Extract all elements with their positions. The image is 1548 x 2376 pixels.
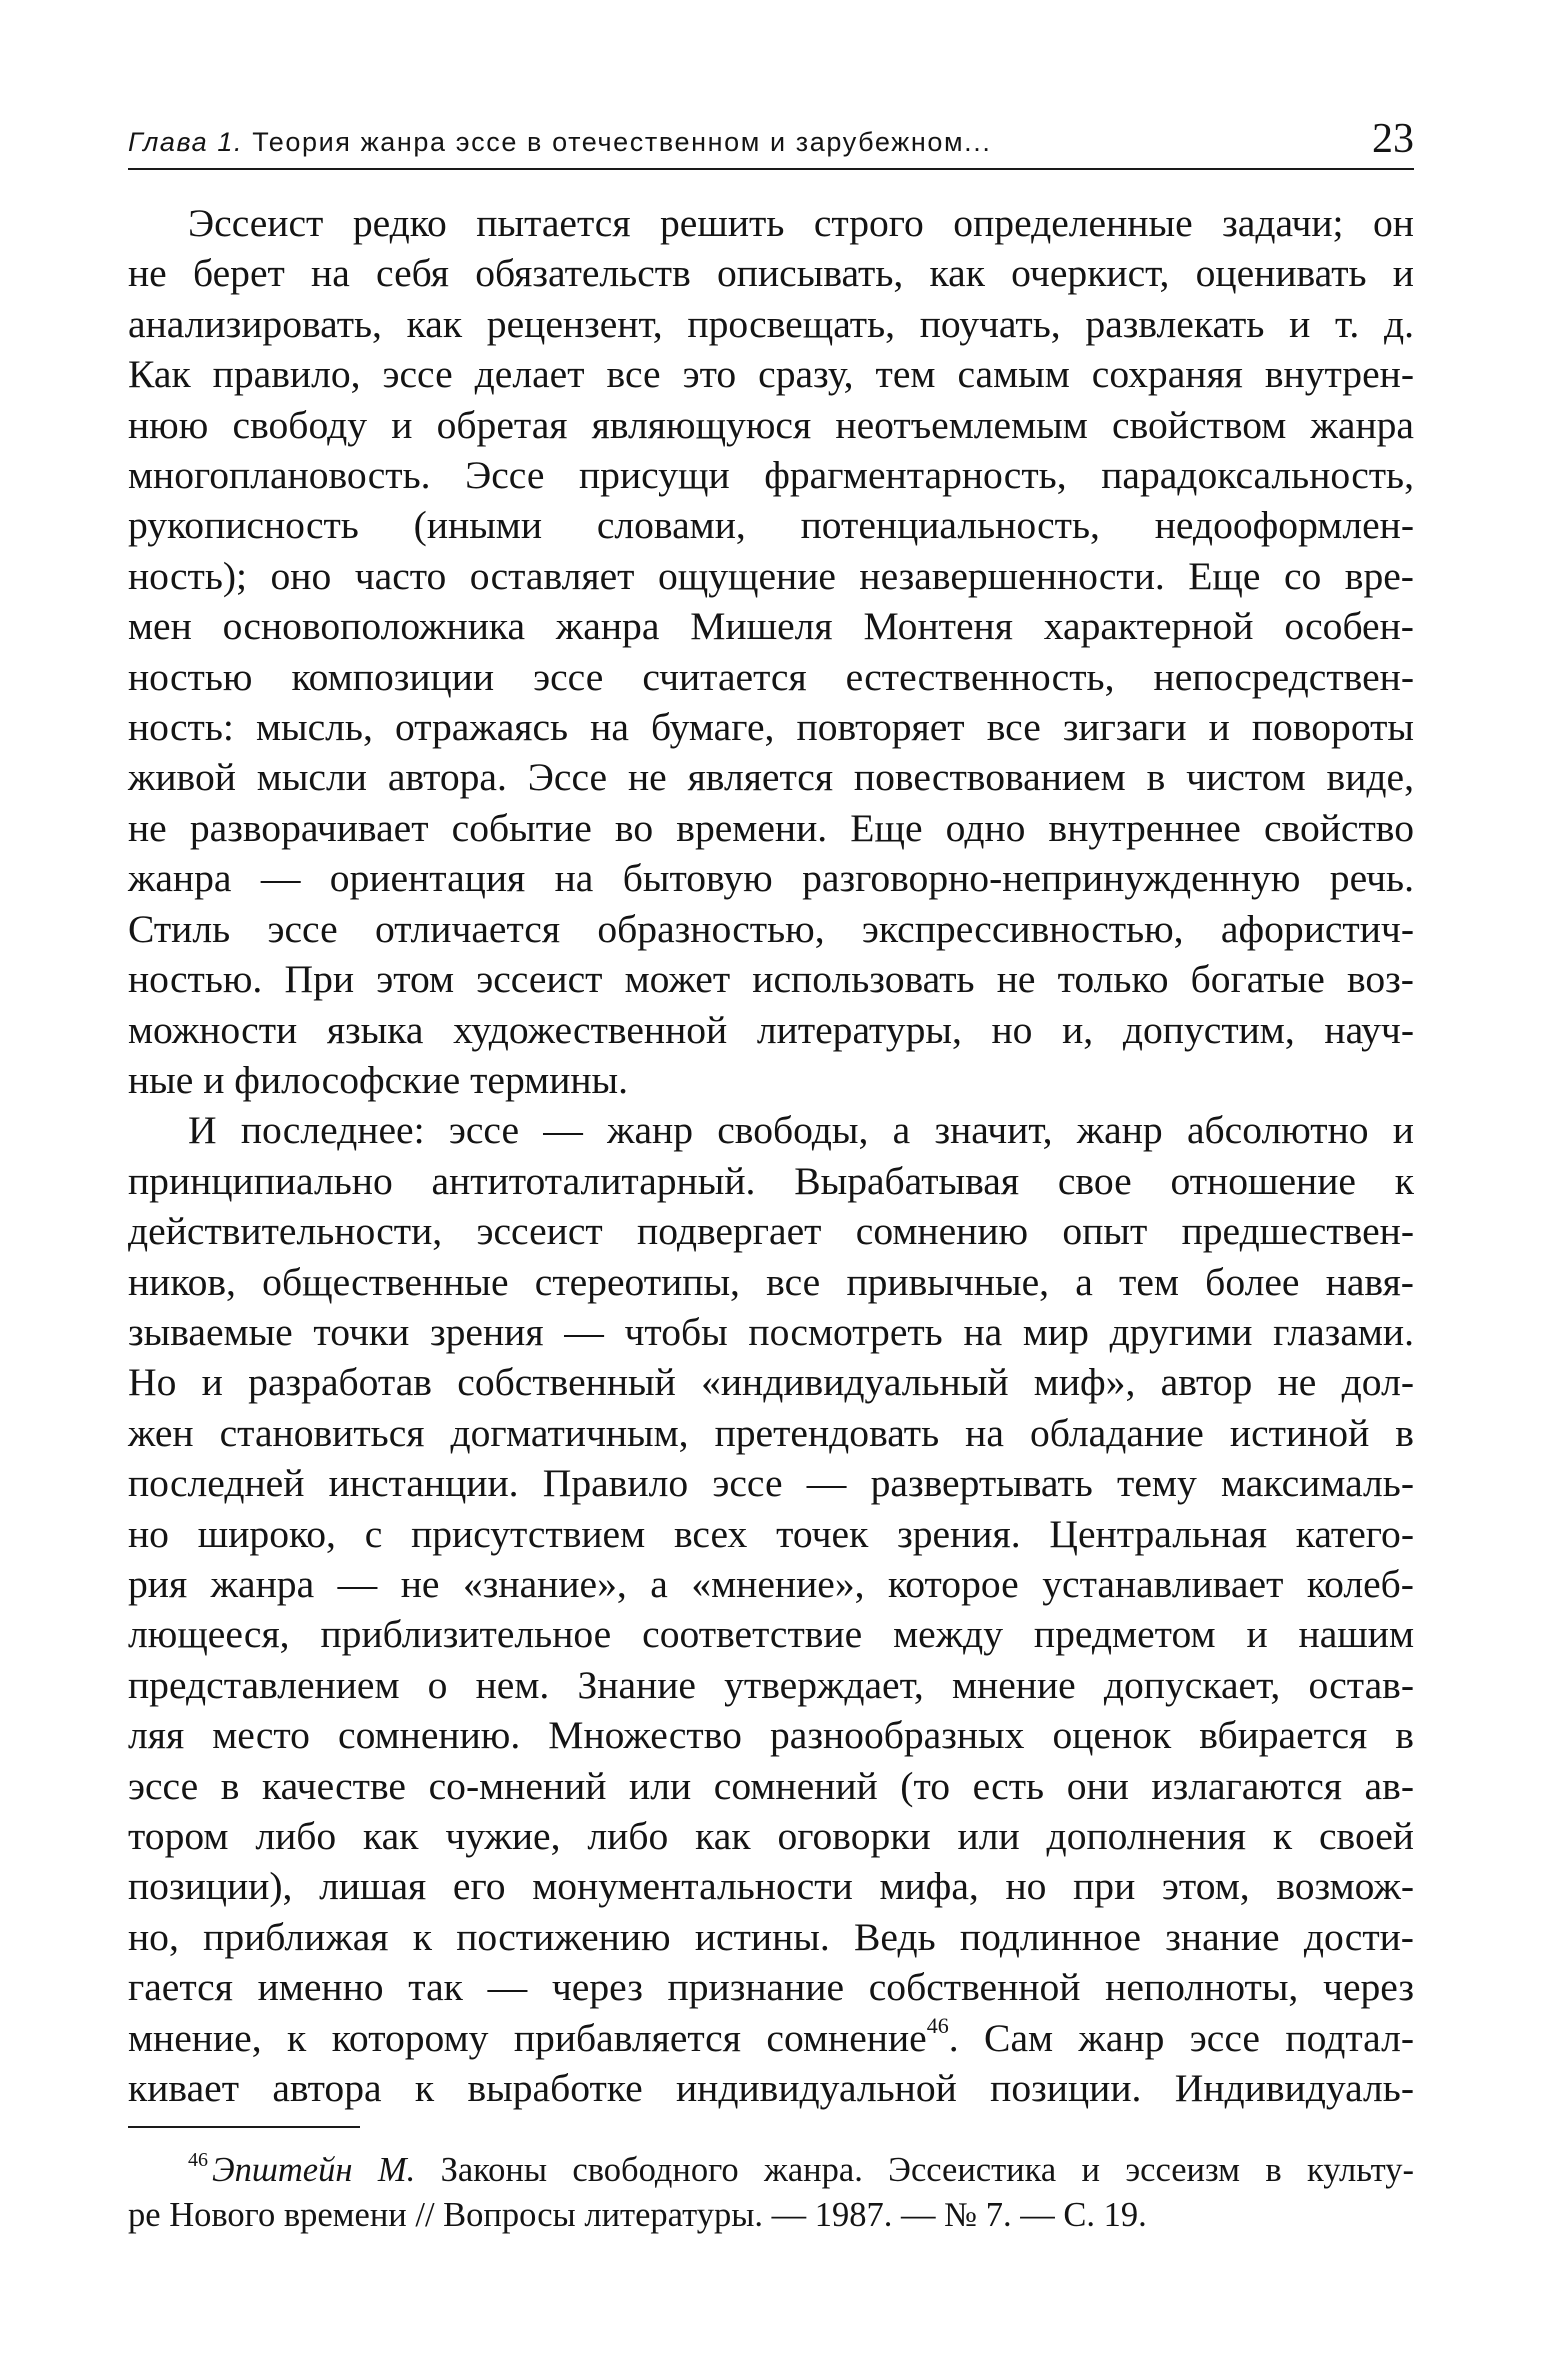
text-line: ность: мысль, отражаясь на бумаге, повторяет все зигзаги и повороты [128,705,1414,750]
text-line: позиции), лишая его монументальности мифа, но при этом, возмож- [128,1864,1414,1909]
text-line: жен становиться догматичным, претендовать на обладание истиной в [128,1410,1414,1455]
footnote-line: ре Нового времени // Вопросы литературы. — 1987. — № 7. — С. 19. [128,2196,1147,2234]
text-line: но, приближая к постижению истины. Ведь подлинное знание дости- [128,1914,1414,1959]
footnote [128,2148,1414,2238]
text-line: ность); оно часто оставляет ощущение незавершенности. Еще со вре- [128,553,1414,598]
running-head-title [128,127,991,158]
footnote-text: Законы свободного жанра. Эссеистика и эссеизм в культу- [415,2151,1414,2189]
text-line: не разворачивает событие во времени. Еще одно внутреннее свойство [128,805,1414,850]
body-text [128,198,1414,2113]
text-segment: мнение, к которому прибавляется сомнение [128,2015,927,2060]
text-line: рукописность (иными словами, потенциальность, недооформлен- [128,503,1414,548]
text-line: Стиль эссе отличается образностью, экспрессивностью, афористич- [128,906,1414,951]
text-line: жанра — ориентация на бытовую разговорно-непринужденную речь. [128,856,1414,901]
footnote-line [128,2148,1414,2193]
text-line: нюю свободу и обретая являющуюся неотъемлемым свойством жанра [128,402,1414,447]
text-line: живой мысли автора. Эссе не является повествованием в чистом виде, [128,755,1414,800]
page-number: 23 [1372,116,1414,162]
text-line: Но и разработав собственный «индивидуальный миф», автор не дол- [128,1360,1414,1405]
text-line: мен основоположника жанра Мишеля Монтеня характерной особен- [128,604,1414,649]
chapter-label: Глава 1. [128,127,244,157]
text-line: анализировать, как рецензент, просвещать, поучать, развлекать и т. д. [128,301,1414,346]
text-line: рия жанра — не «знание», а «мнение», которое устанавливает колеб- [128,1561,1414,1606]
text-line: эссе в качестве со-мнений или сомнений (то есть они излагаются ав- [128,1763,1414,1808]
footnote-author: Эпштейн М. [212,2151,416,2189]
text-line [128,2013,1414,2063]
text-line: ляя место сомнению. Множество разнообразных оценок вбирается в [128,1713,1414,1758]
text-line: ников, общественные стереотипы, все привычные, а тем более навя- [128,1259,1414,1304]
text-line: ностью. При этом эссеист может использовать не только богатые воз- [128,957,1414,1002]
text-segment: . Сам жанр эссе подтал- [948,2015,1415,2060]
text-line: Эссеист редко пытается решить строго определенные задачи; он [188,201,1414,245]
text-line: но широко, с присутствием всех точек зрения. Центральная катего- [128,1511,1414,1556]
text-line: кивает автора к выработке индивидуальной позиции. Индивидуаль- [128,2066,1414,2111]
running-head [128,108,1414,170]
text-line: лющееся, приблизительное соответствие между предметом и нашим [128,1612,1414,1657]
text-line: И последнее: эссе — жанр свободы, а значит, жанр абсолютно и [188,1108,1414,1153]
text-line: ные и философские термины. [128,1057,629,1102]
text-line: гается именно так — через признание собственной неполноты, через [128,1965,1414,2010]
text-line: тором либо как чужие, либо как оговорки или дополнения к своей [128,1814,1414,1858]
footnote-rule [128,2126,360,2128]
footnote-number: 46 [188,2149,208,2171]
text-line: Как правило, эссе делает все это сразу, тем самым сохраняя внутрен- [128,352,1414,397]
text-line: можности языка художественной литературы, но и, допустим, науч- [128,1007,1414,1052]
text-line: действительности, эссеист подвергает сомнению опыт предшествен- [128,1209,1414,1254]
text-line: многоплановость. Эссе присущи фрагментарность, парадоксальность, [128,453,1414,498]
text-line: принципиально антитоталитарный. Вырабатывая свое отношение к [128,1158,1414,1203]
text-line: последней инстанции. Правило эссе — развертывать тему максималь- [128,1461,1414,1506]
text-line: зываемые точки зрения — чтобы посмотреть на мир другими глазами. [128,1309,1414,1354]
chapter-title: Теория жанра эссе в отечественном и зарубежном... [252,127,992,157]
text-line: не берет на себя обязательств описывать, как очеркист, оценивать и [128,251,1414,296]
footnote-reference[interactable]: 46 [926,2012,949,2038]
text-line: ностью композиции эссе считается естественность, непосредствен- [128,654,1414,699]
text-line: представлением о нем. Знание утверждает, мнение допускает, остав- [128,1662,1414,1707]
